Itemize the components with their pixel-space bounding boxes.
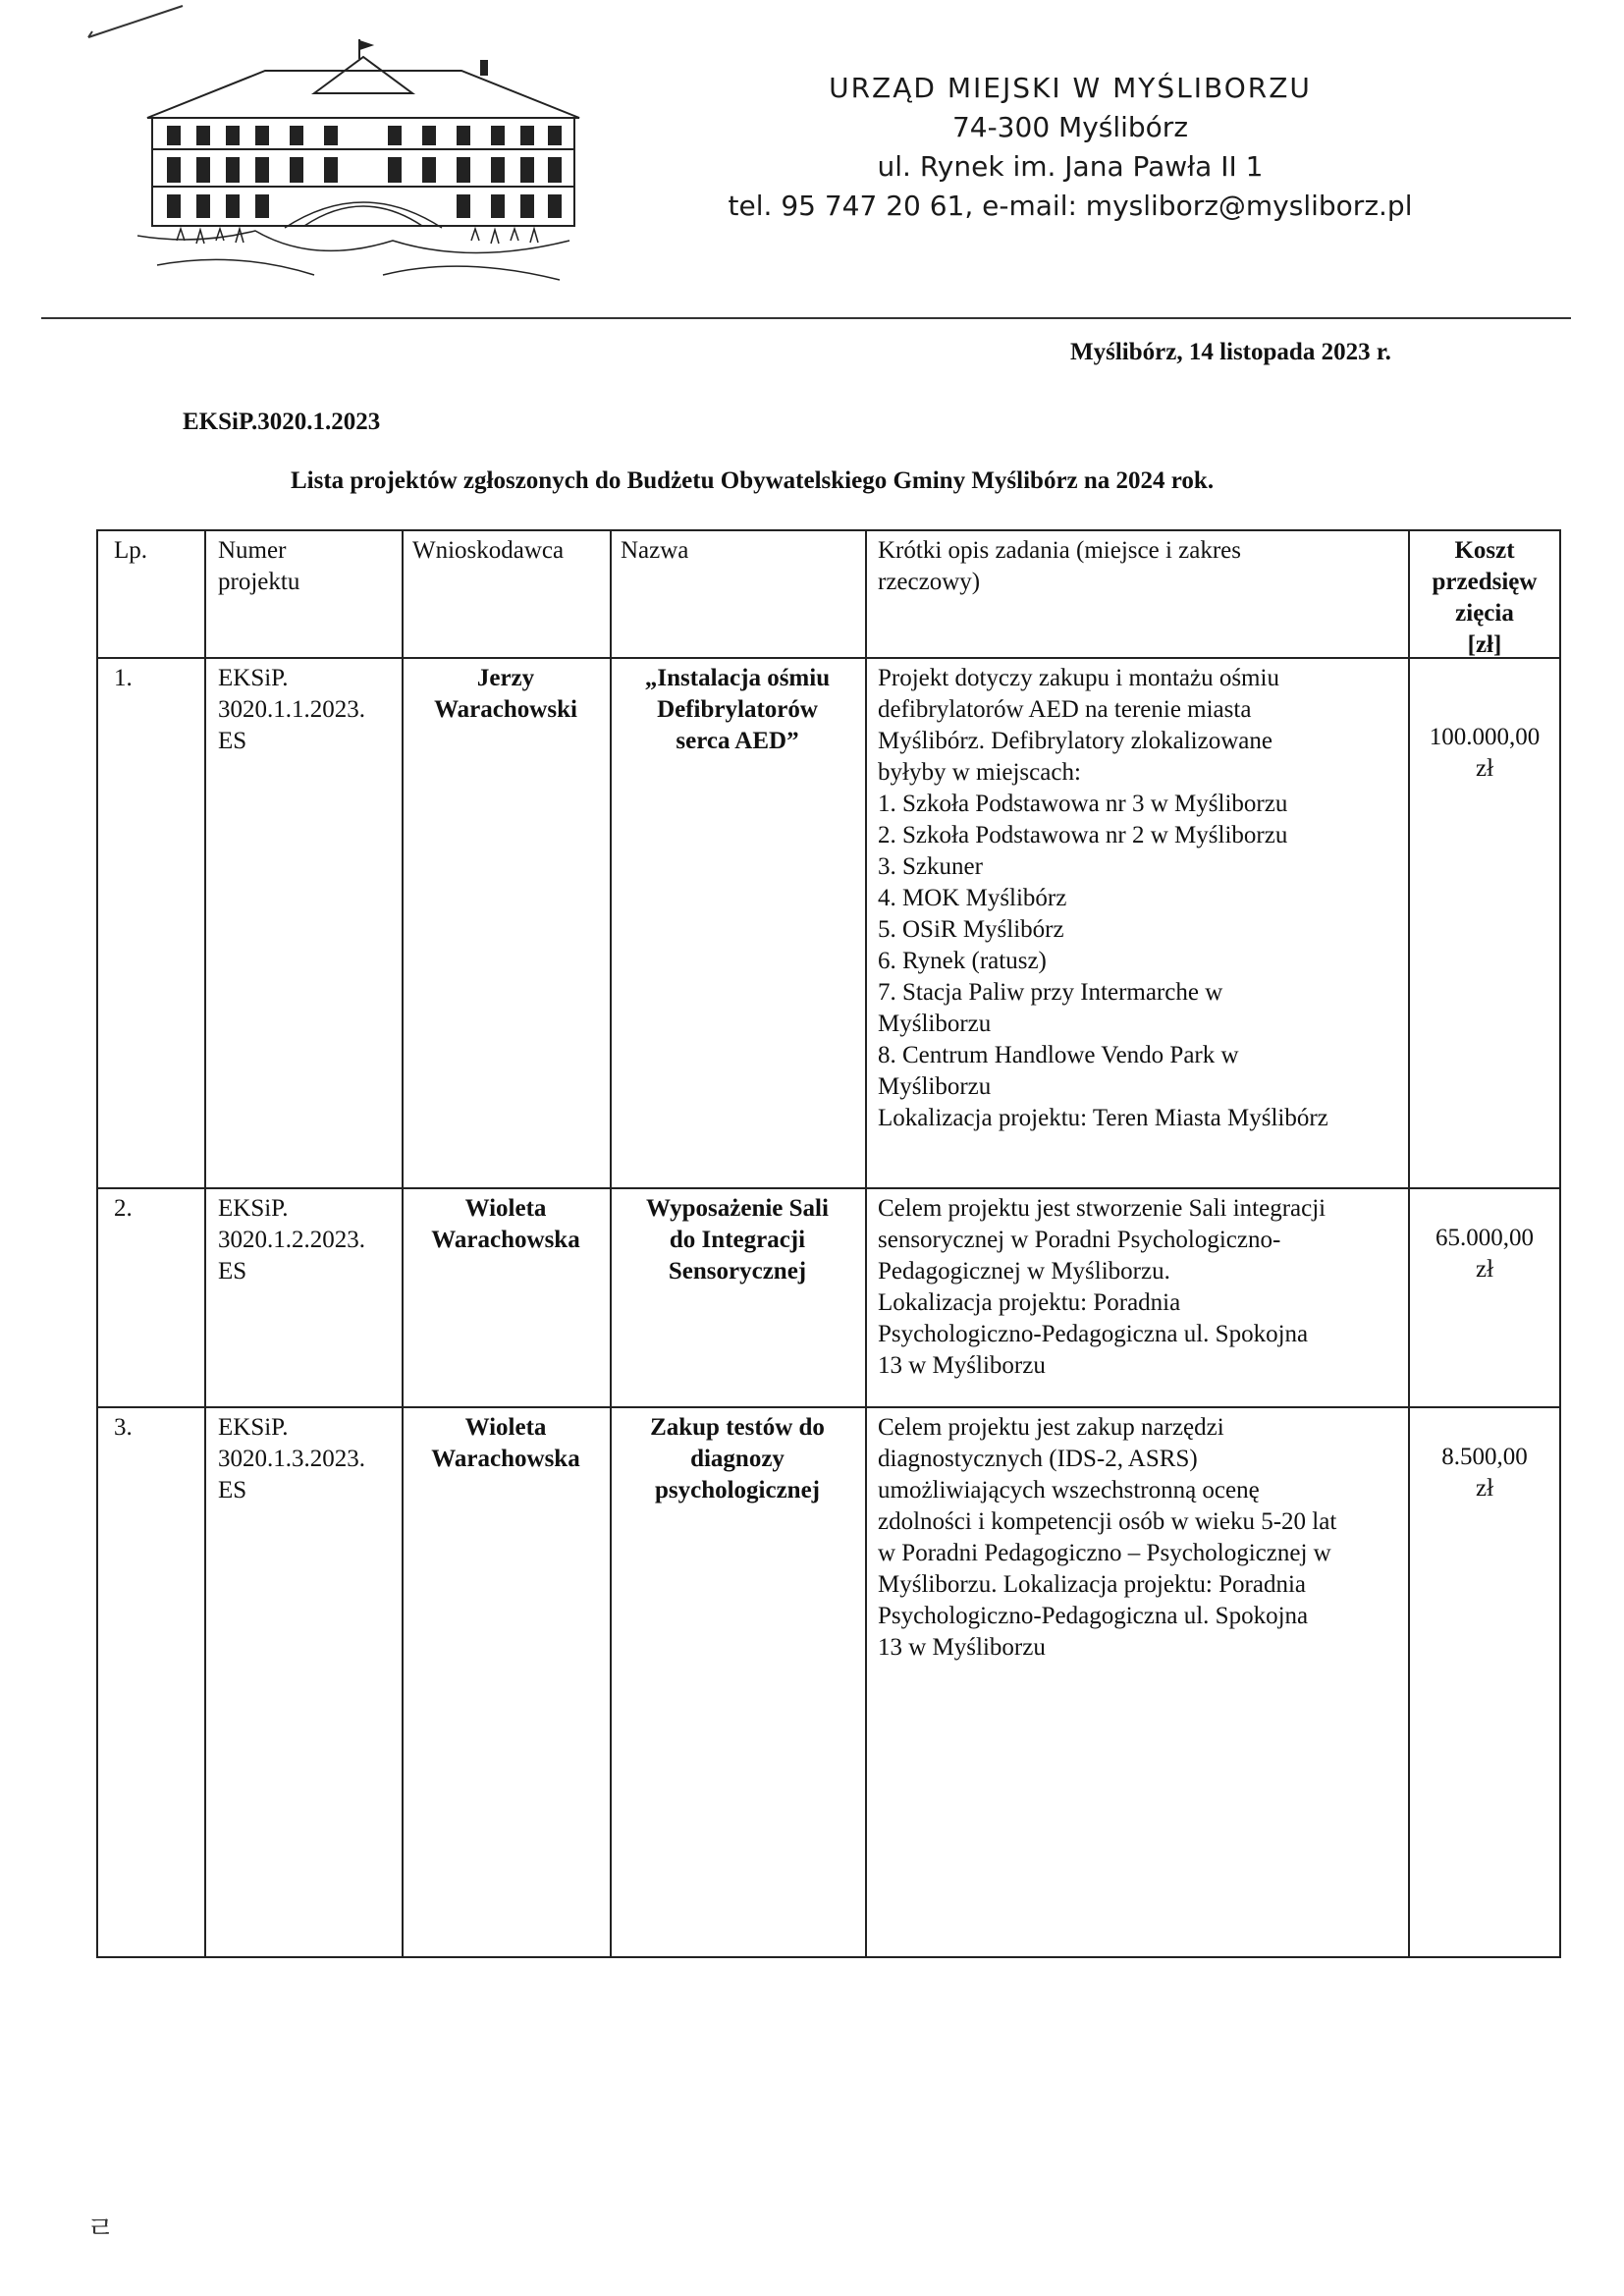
handwritten-initial-mark: ㄹ <box>86 2213 115 2245</box>
row-2-cost: 65.000,00 zł <box>1435 1225 1534 1283</box>
table-row-divider <box>96 657 1561 659</box>
row-1-lp: 1. <box>114 665 133 691</box>
letterhead <box>668 69 1473 226</box>
document-date: Myślibórz, 14 listopada 2023 r. <box>1070 339 1391 365</box>
table-column-divider <box>204 529 206 1958</box>
row-1-cost: 100.000,00 zł <box>1429 724 1541 782</box>
row-1-number: EKSiP. 3020.1.1.2023. ES <box>218 665 365 754</box>
header-applicant: Wnioskodawca <box>412 537 565 564</box>
pen-stroke-mark <box>86 2 185 41</box>
office-postal: 74-300 Myślibórz <box>951 111 1189 143</box>
table-row-divider <box>96 1187 1561 1189</box>
header-name: Nazwa <box>621 537 689 564</box>
row-2-description: Celem projektu jest stworzenie Sali integracji sensorycznej w Poradni Psychologiczno- Pedagogicznej w Myśliborzu. Lokalizacja projektu: Poradnia Psychologiczno-Pedagogiczna ul. Spokojna 13 w Myśliborzu <box>878 1195 1326 1379</box>
row-2-number: EKSiP. 3020.1.2.2023. ES <box>218 1195 365 1285</box>
header-lp: Lp. <box>114 537 148 564</box>
office-contact: tel. 95 747 20 61, e-mail: mysliborz@mysliborz.pl <box>728 190 1413 222</box>
row-3-number: EKSiP. 3020.1.3.2023. ES <box>218 1414 365 1503</box>
row-2-name: Wyposażenie Sali do Integracji Sensorycznej <box>646 1195 829 1285</box>
row-3-cost: 8.500,00 zł <box>1441 1444 1528 1502</box>
document-title: Lista projektów zgłoszonych do Budżetu Obywatelskiego Gminy Myślibórz na 2024 rok. <box>291 467 1215 494</box>
town-hall-sketch-icon <box>137 39 589 285</box>
row-3-applicant: Wioleta Warachowska <box>431 1414 580 1472</box>
row-3-lp: 3. <box>114 1414 133 1441</box>
table-row-divider <box>96 1406 1561 1408</box>
table-border <box>96 1956 1561 1958</box>
header-number: Numer projektu <box>218 537 300 595</box>
projects-table <box>96 529 1561 1958</box>
header-cost: Koszt przedsięw zięcia [zł] <box>1432 537 1538 658</box>
table-column-divider <box>865 529 867 1958</box>
table-border <box>1559 529 1561 1958</box>
row-1-applicant: Jerzy Warachowski <box>434 665 577 723</box>
row-3-name: Zakup testów do diagnozy psychologicznej <box>650 1414 825 1503</box>
table-border <box>96 529 1561 531</box>
header-description: Krótki opis zadania (miejsce i zakres rzeczowy) <box>878 537 1241 595</box>
office-street: ul. Rynek im. Jana Pawła II 1 <box>877 150 1264 183</box>
row-2-lp: 2. <box>114 1195 133 1222</box>
row-3-description: Celem projektu jest zakup narzędzi diagnostycznych (IDS-2, ASRS) umożliwiających wszechstronną ocenę zdolności i kompetencji osób w wieku 5-20 lat w Poradni Pedagogiczno – Psychologicznej w Myśliborzu. Lokalizacja projektu: Poradnia Psychologiczno-Pedagogiczna ul. Spokojna 13 w Myśliborzu <box>878 1414 1337 1661</box>
row-2-applicant: Wioleta Warachowska <box>431 1195 580 1253</box>
header-divider <box>41 317 1571 319</box>
reference-number: EKSiP.3020.1.2023 <box>183 409 381 435</box>
table-border <box>96 529 98 1958</box>
row-1-description: Projekt dotyczy zakupu i montażu ośmiu defibrylatorów AED na terenie miasta Myślibórz. Defibrylatory zlokalizowane byłyby w miejscach: 1. Szkoła Podstawowa nr 3 w Myśliborzu 2. Szkoła Podstawowa nr 2 w Myśliborzu 3. Szkuner 4. MOK Myślibórz 5. OSiR Myślibórz 6. Rynek (ratusz) 7. Stacja Paliw przy Intermarche w Myśliborzu 8. Centrum Handlowe Vendo Park w Myśliborzu Lokalizacja projektu: Teren Miasta Myślibórz <box>878 665 1328 1131</box>
row-1-name: „Instalacja ośmiu Defibrylatorów serca AED” <box>644 665 831 754</box>
office-name: URZĄD MIEJSKI W MYŚLIBORZU <box>829 72 1312 104</box>
